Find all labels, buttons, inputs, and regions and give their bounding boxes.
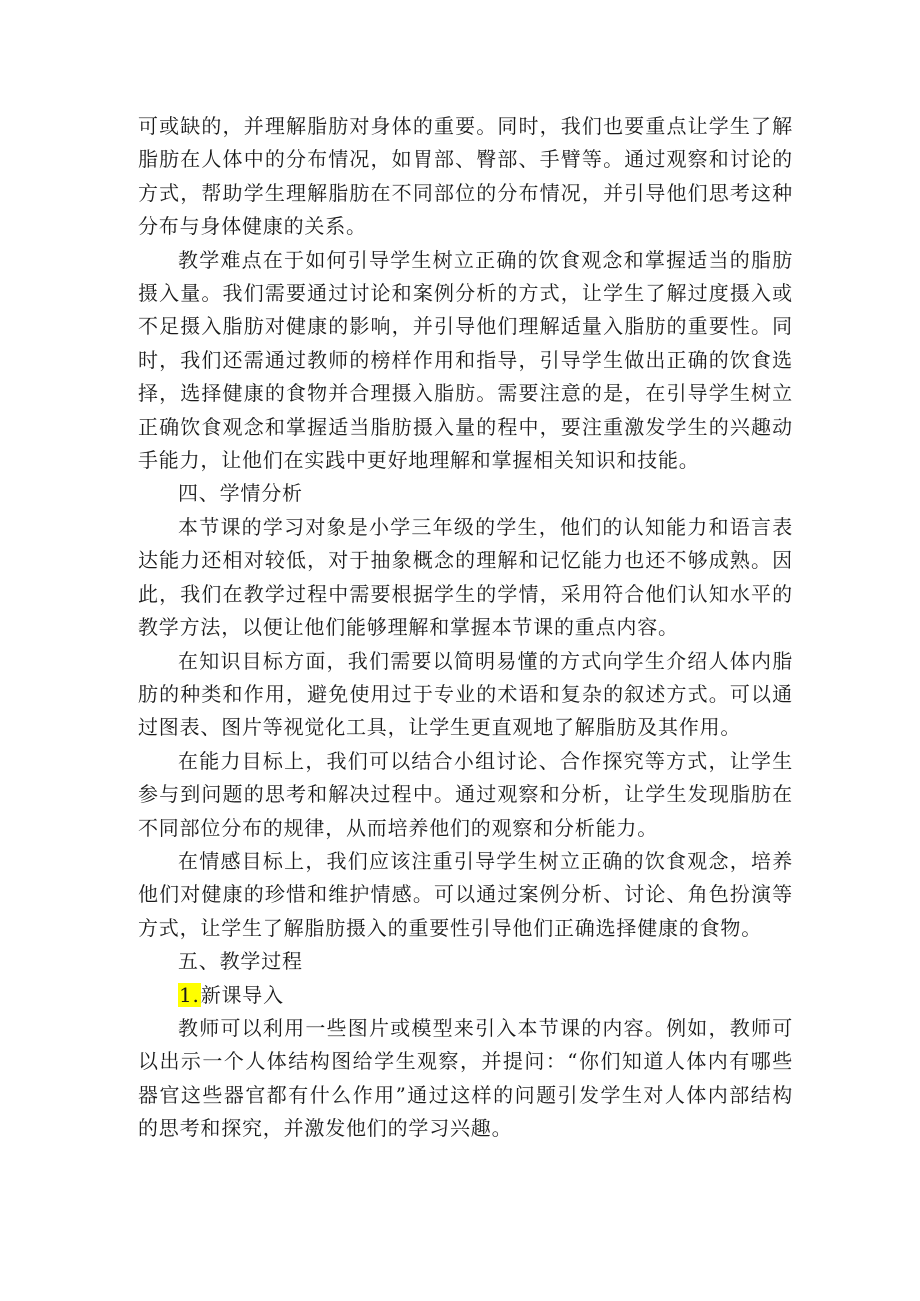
paragraph-2: 教学难点在于如何引导学生树立正确的饮食观念和掌握适当的脂肪摄入量。我们需要通过讨论和案例分析的方式，让学生了解过度摄入或不足摄入脂肪对健康的影响，并引导他们理解适量入脂肪的重要性。同时，我们还需通过教师的榜样作用和指导，引导学生做出正确的饮食选择，选择健康的食物并合理摄入脂肪。需要注意的是，在引导学生树立正确饮食观念和掌握适当脂肪摄入量的程中，要注重激发学生的兴趣动手能力，让他们在实践中更好地理解和掌握相关知识和技能。: [138, 247, 793, 473]
list-number-highlighted: 1.: [179, 982, 200, 1007]
paragraph-3: 本节课的学习对象是小学三年级的学生，他们的认知能力和语言表达能力还相对较低，对于抽象概念的理解和记忆能力也还不够成熟。因此，我们在教学过程中需要根据学生的学情，采用符合他们认知水平的教学方法，以便让他们能够理解和掌握本节课的重点内容。: [138, 514, 793, 640]
numbered-subheading: [138, 979, 793, 1012]
subheading-label: 新课导入: [200, 982, 284, 1007]
section-heading-4: 四、学情分析: [178, 481, 303, 506]
paragraph-5: 在能力目标上，我们可以结合小组讨论、合作探究等方式，让学生参与到问题的思考和解决过程中。通过观察和分析，让学生发现脂肪在不同部位分布的规律，从而培养他们的观察和分析能力。: [138, 748, 793, 840]
section-heading-5: 五、教学过程: [178, 949, 303, 974]
paragraph-6: 在情感目标上，我们应该注重引导学生树立正确的饮食观念，培养他们对健康的珍惜和维护情感。可以通过案例分析、讨论、角色扮演等方式，让学生了解脂肪摄入的重要性引导他们正确选择健康的食物。: [138, 848, 793, 940]
paragraph-4: 在知识目标方面，我们需要以简明易懂的方式向学生介绍人体内脂肪的种类和作用，避免使用过于专业的术语和复杂的叙述方式。可以通过图表、图片等视觉化工具，让学生更直观地了解脂肪及其作用。: [138, 648, 793, 740]
paragraph-1: 可或缺的，并理解脂肪对身体的重要。同时，我们也要重点让学生了解脂肪在人体中的分布情况，如胃部、臀部、手臂等。通过观察和讨论的方式，帮助学生理解脂肪在不同部位的分布情况，并引导他们思考这种分布与身体健康的关系。: [138, 114, 793, 239]
document-body: [138, 110, 793, 1146]
paragraph-7: 教师可以利用一些图片或模型来引入本节课的内容。例如，教师可以出示一个人体结构图给学生观察，并提问：“你们知道人体内有哪些器官这些器官都有什么作用”通过这样的问题引发学生对人体内部结构的思考和探究，并激发他们的学习兴趣。: [138, 1015, 793, 1141]
